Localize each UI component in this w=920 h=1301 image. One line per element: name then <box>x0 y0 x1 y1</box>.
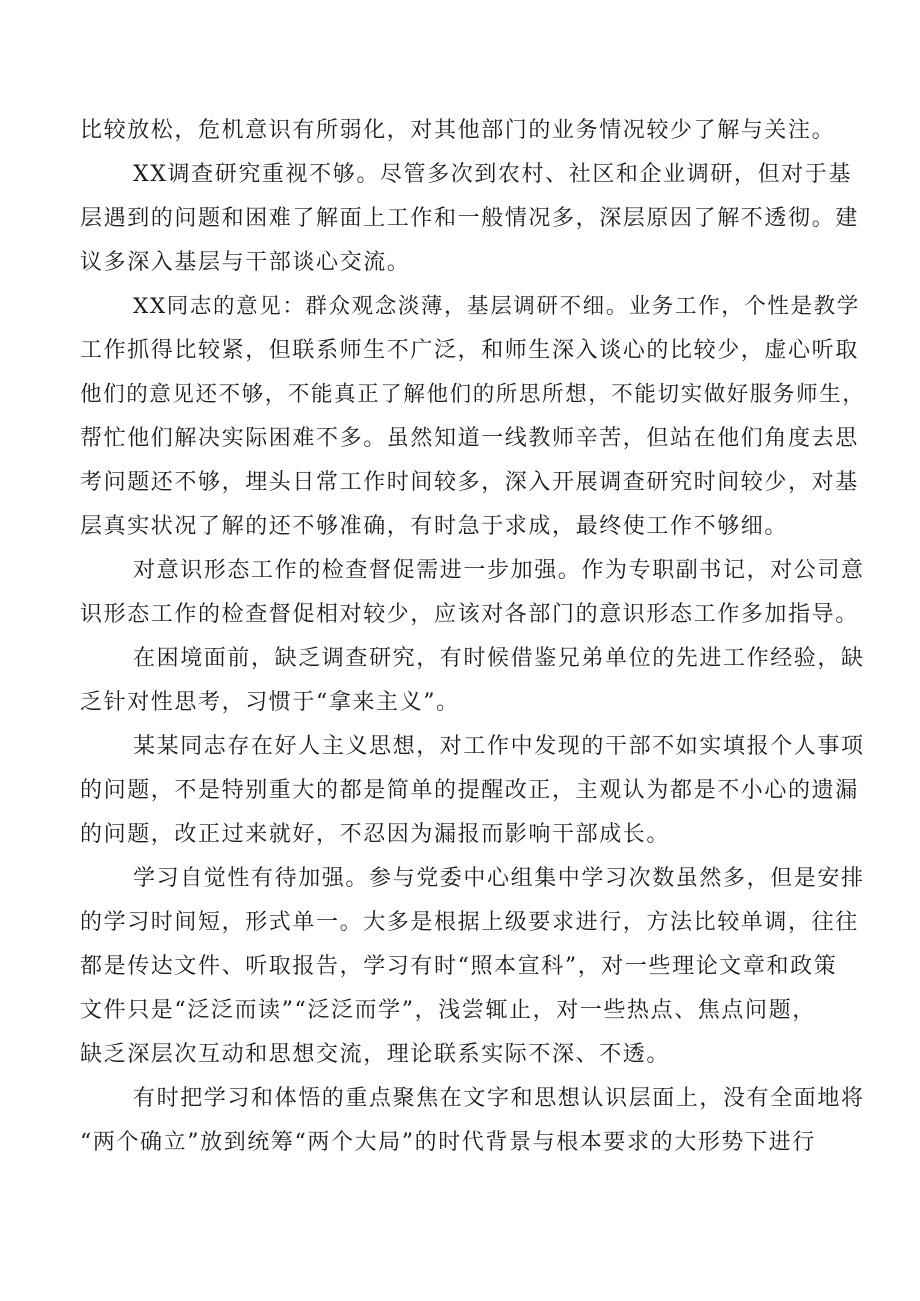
text-line: XX调查研究重视不够。尽管多次到农村、社区和企业调研，但对于基 <box>133 162 852 187</box>
text-line: 识形态工作的检查督促相对较少，应该对各部门的意识形态工作多加指导。 <box>80 602 859 627</box>
text-line: 文件只是“泛泛而读”“泛泛而学”，浅尝辄止，对一些热点、焦点问题， <box>80 998 816 1023</box>
text-line: 议多深入基层与干部谈心交流。 <box>80 250 411 275</box>
text-line: 比较放松，危机意识有所弱化，对其他部门的业务情况较少了解与关注。 <box>80 118 836 143</box>
text-line: 都是传达文件、听取报告，学习有时“照本宣科”，对一些理论文章和政策 <box>80 954 838 979</box>
text-line: 缺乏深层次互动和思想交流，理论联系实际不深、不透。 <box>80 1042 671 1067</box>
text-line: 的问题，不是特别重大的都是简单的提醒改正，主观认为都是不小心的遗漏 <box>80 778 859 803</box>
text-line: 他们的意见还不够，不能真正了解他们的所思所想，不能切实做好服务师生， <box>80 382 866 407</box>
text-line: 考问题还不够，埋头日常工作时间较多，深入开展调查研究时间较少，对基 <box>80 470 859 495</box>
text-line: 的问题，改正过来就好，不忍因为漏报而影响干部成长。 <box>80 822 671 847</box>
text-line: 对意识形态工作的检查督促需进一步加强。作为专职副书记，对公司意 <box>133 558 865 583</box>
text-line: 有时把学习和体悟的重点聚焦在文字和思想认识层面上，没有全面地将 <box>133 1086 865 1111</box>
text-line: 工作抓得比较紧，但联系师生不广泛，和师生深入谈心的比较少，虚心听取 <box>80 338 859 363</box>
text-line: 层真实状况了解的还不够准确，有时急于求成，最终使工作不够细。 <box>80 514 789 539</box>
text-line: 的学习时间短，形式单一。大多是根据上级要求进行，方法比较单调，往往 <box>80 910 859 935</box>
text-line: “两个确立”放到统筹“两个大局”的时代背景与根本要求的大形势下进行 <box>80 1130 816 1155</box>
text-line: 学习自觉性有待加强。参与党委中心组集中学习次数虽然多，但是安排 <box>133 866 865 891</box>
text-line: 某某同志存在好人主义思想，对工作中发现的干部不如实填报个人事项 <box>133 734 865 759</box>
text-line: 乏针对性思考，习惯于“拿来主义”。 <box>80 690 460 715</box>
text-line: 在困境面前，缺乏调查研究，有时候借鉴兄弟单位的先进工作经验，缺 <box>133 646 865 671</box>
text-line: 帮忙他们解决实际困难不多。虽然知道一线教师辛苦，但站在他们角度去思 <box>80 426 859 451</box>
text-line: XX同志的意见：群众观念淡薄，基层调研不细。业务工作，个性是教学 <box>133 294 860 319</box>
text-line: 层遇到的问题和困难了解面上工作和一般情况多，深层原因了解不透彻。建 <box>80 206 859 231</box>
